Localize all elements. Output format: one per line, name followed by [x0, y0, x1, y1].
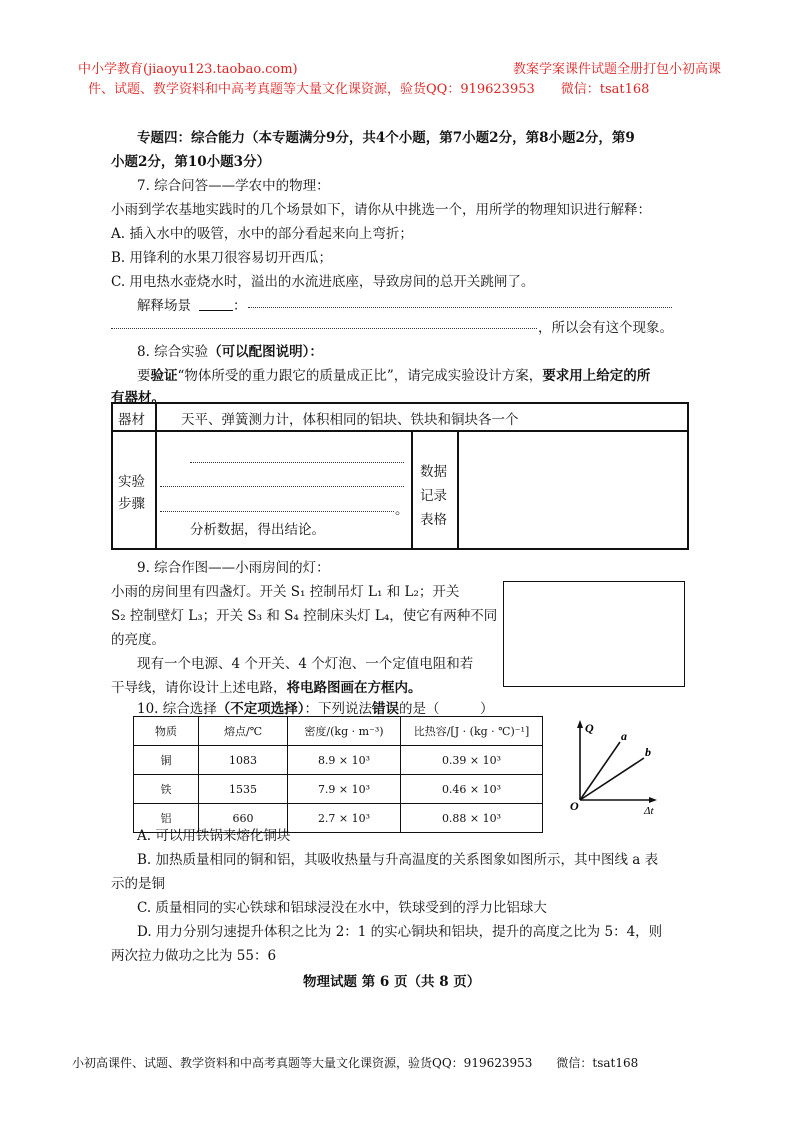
- q8-steps-label-1: 实验: [118, 474, 145, 490]
- q10-heat-graph: [560, 718, 670, 818]
- table-row: [134, 746, 543, 775]
- q7-answer-line-1[interactable]: [248, 307, 672, 308]
- topic-title-line1: 专题四：综合能力（本专题满分9分，共4个小题，第7小题2分，第8小题2分，第9: [137, 130, 635, 146]
- q7-heading: 7. 综合问答——学农中的物理：: [137, 178, 330, 194]
- q7-explain-label: 解释场景: [137, 298, 191, 314]
- table-cell: 铜: [134, 746, 199, 775]
- q10-option-d-line1: D. 用力分别匀速提升体积之比为 2：1 的实心铜块和铝块，提升的高度之比为 5：4，则: [137, 924, 663, 940]
- table-header-cell: 密度/(kg · m⁻³): [288, 717, 401, 746]
- q7-option-a: A. 插入水中的吸管，水中的部分看起来向上弯折；: [111, 226, 413, 242]
- q9-para-1: 小雨的房间里有四盏灯。开关 S₁ 控制吊灯 L₁ 和 L₂；开关: [111, 584, 460, 600]
- q7-scene-blank[interactable]: [199, 310, 233, 311]
- q7-option-b: B. 用锋利的水果刀很容易切开西瓜；: [111, 250, 333, 266]
- q9-para-5: 干导线，请你设计上述电路，将电路图画在方框内。: [111, 680, 422, 696]
- q8-record-label-2: 记录: [420, 488, 447, 504]
- table-cell: 0.88 × 10³: [401, 804, 543, 833]
- header-ad-right: 教案学案课件试题全册打包小初高课: [513, 62, 722, 77]
- q8-record-area[interactable]: [466, 436, 684, 544]
- bottom-ad-line: 小初高课件、试题、教学资料和中高考真题等大量文化课资源，验货QQ：919623953 微信：tsat168: [72, 1056, 639, 1070]
- table-cell: 7.9 × 10³: [288, 775, 401, 804]
- q8-record-border: [457, 430, 459, 550]
- graph-x-arrow: [649, 797, 657, 803]
- q8-material-value: 天平、弹簧测力计，体积相同的铝块、铁块和铜块各一个: [181, 412, 519, 428]
- q7-intro: 小雨到学农基地实践时的几个场景如下，请你从中挑选一个，用所学的物理知识进行解释：: [111, 202, 651, 218]
- table-row: [134, 775, 543, 804]
- q8-instruction-line2: 有器材。: [111, 390, 165, 406]
- graph-line-b: [580, 758, 644, 800]
- q8-steps-right-border: [411, 430, 413, 550]
- table-cell: 铝: [134, 804, 199, 833]
- q8-step-line-1[interactable]: [190, 462, 404, 463]
- q10-option-a: A. 可以用铁锅来熔化铜块: [137, 828, 291, 844]
- graph-y-label: Q: [585, 721, 594, 735]
- topic-title-line2: 小题2分，第10小题3分）: [111, 154, 271, 170]
- q9-circuit-drawing-box[interactable]: [503, 581, 685, 687]
- q8-instruction: 要验证“物体所受的重力跟它的质量成正比”，请完成实验设计方案，要求用上给定的所: [137, 368, 651, 384]
- q8-table-divider: [111, 430, 689, 432]
- q8-heading: 8. 综合实验（可以配图说明）：: [137, 344, 323, 360]
- q8-step-line-3[interactable]: [160, 511, 394, 512]
- graph-origin-label: O: [570, 799, 579, 813]
- table-cell: 1535: [199, 775, 288, 804]
- q8-record-label-3: 表格: [420, 512, 447, 528]
- q10-material-table: [133, 716, 543, 833]
- table-header-row: [134, 717, 543, 746]
- q10-option-c: C. 质量相同的实心铁球和铝球浸没在水中，铁球受到的浮力比铝球大: [137, 900, 547, 916]
- header-shop-name: 中小学教育(jiaoyu123.taobao.com): [78, 62, 298, 77]
- graph-line-a: [580, 742, 620, 800]
- q10-option-d-line2: 两次拉力做功之比为 55：6: [111, 948, 277, 964]
- q9-para-4: 现有一个电源、4 个开关、4 个灯泡、一个定值电阻和若: [137, 656, 474, 672]
- q7-option-c: C. 用电热水壶烧水时，溢出的水流进底座，导致房间的总开关跳闸了。: [111, 274, 535, 290]
- table-cell: 1083: [199, 746, 288, 775]
- q8-step-line-2[interactable]: [160, 486, 404, 487]
- q9-heading: 9. 综合作图——小雨房间的灯：: [137, 560, 330, 576]
- q7-ending: ，所以会有这个现象。: [538, 320, 673, 336]
- graph-line-a-label: a: [621, 729, 627, 743]
- q9-para-2: S₂ 控制壁灯 L₃；开关 S₃ 和 S₄ 控制床头灯 L₄，使它有两种不同: [111, 608, 498, 624]
- graph-x-label: Δt: [644, 805, 654, 817]
- table-cell: 2.7 × 10³: [288, 804, 401, 833]
- page-number-footer: 物理试题 第 6 页（共 8 页）: [303, 974, 481, 990]
- table-header-cell: 熔点/℃: [199, 717, 288, 746]
- table-cell: 铁: [134, 775, 199, 804]
- q8-step-period: 。: [395, 502, 409, 518]
- q8-table-col-line: [155, 402, 157, 550]
- q9-para-3: 的亮度。: [111, 632, 165, 648]
- q10-option-b-line2: 示的是铜: [111, 876, 165, 892]
- q7-colon: ：: [233, 298, 247, 314]
- table-cell: 8.9 × 10³: [288, 746, 401, 775]
- q8-material-label: 器材: [118, 412, 145, 428]
- table-cell: 0.39 × 10³: [401, 746, 543, 775]
- q10-option-b-line1: B. 加热质量相同的铜和铝，其吸收热量与升高温度的关系图象如图所示，其中图线 a 表: [137, 852, 659, 868]
- graph-line-b-label: b: [645, 745, 651, 759]
- header-ad-line2: 件、试题、教学资料和中高考真题等大量文化课资源，验货QQ：919623953 微信：tsat168: [88, 82, 650, 97]
- graph-y-arrow: [577, 720, 583, 728]
- q8-analysis: 分析数据，得出结论。: [190, 522, 325, 538]
- q8-steps-label-2: 步骤: [118, 496, 145, 512]
- q8-record-label-1: 数据: [420, 464, 447, 480]
- table-header-cell: 比热容/[J · (kg · ℃)⁻¹]: [401, 717, 543, 746]
- table-cell: 660: [199, 804, 288, 833]
- table-header-cell: 物质: [134, 717, 199, 746]
- table-cell: 0.46 × 10³: [401, 775, 543, 804]
- q10-heading: 10. 综合选择（不定项选择）：下列说法错误的是（ ）: [137, 701, 494, 717]
- q7-answer-line-2[interactable]: [111, 328, 537, 329]
